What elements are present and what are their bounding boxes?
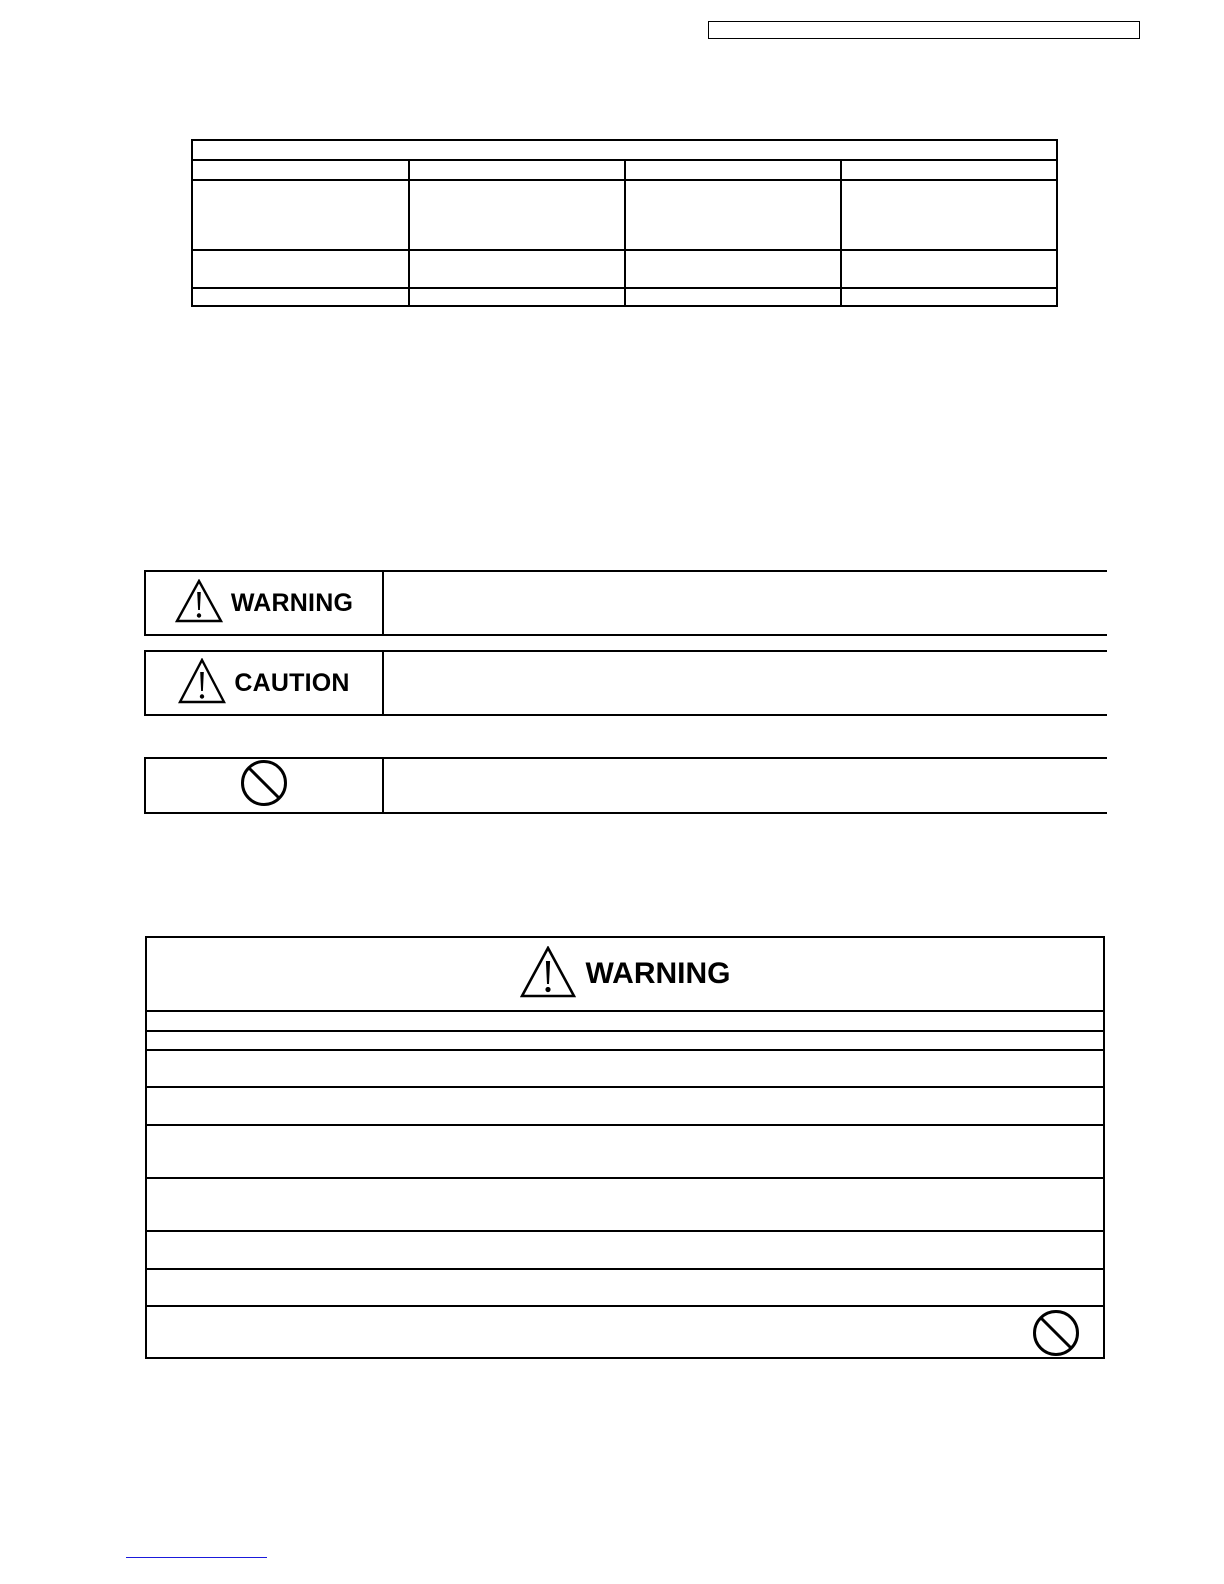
warning-table-row — [147, 1049, 1103, 1088]
prohibited-description — [396, 759, 1097, 812]
warning-description — [396, 572, 1097, 634]
footer-link[interactable] — [126, 1557, 267, 1558]
warning-table — [145, 936, 1105, 1359]
caution-label: CAUTION — [234, 668, 350, 697]
prohibited-symbol-row — [144, 757, 1107, 814]
caution-description — [396, 652, 1097, 714]
warning-symbol-row — [144, 570, 1107, 636]
warning-table-title: WARNING — [585, 957, 731, 990]
header-box — [708, 21, 1140, 39]
warning-table-row — [147, 1086, 1103, 1126]
caution-symbol-cell — [146, 652, 384, 714]
warning-table-row — [147, 1177, 1103, 1232]
warning-table-row — [147, 1305, 1103, 1359]
spec-table-col-divider — [840, 160, 842, 305]
prohibited-circle-icon — [239, 758, 289, 813]
spec-table-col-divider — [408, 160, 410, 305]
prohibited-circle-icon — [1031, 1308, 1081, 1361]
warning-table-row — [147, 1030, 1103, 1051]
warning-label: WARNING — [230, 588, 354, 617]
warning-triangle-icon — [520, 946, 576, 1003]
caution-triangle-icon — [178, 658, 226, 709]
warning-table-header — [147, 938, 1103, 1010]
spec-table-col-divider — [624, 160, 626, 305]
spec-table — [191, 139, 1058, 307]
warning-table-row — [147, 1010, 1103, 1032]
warning-symbol-cell — [146, 572, 384, 634]
warning-table-row — [147, 1230, 1103, 1270]
warning-triangle-icon — [175, 579, 223, 628]
warning-table-row — [147, 1124, 1103, 1179]
caution-symbol-row — [144, 650, 1107, 716]
warning-table-row — [147, 1268, 1103, 1307]
prohibited-symbol-cell — [146, 759, 384, 812]
